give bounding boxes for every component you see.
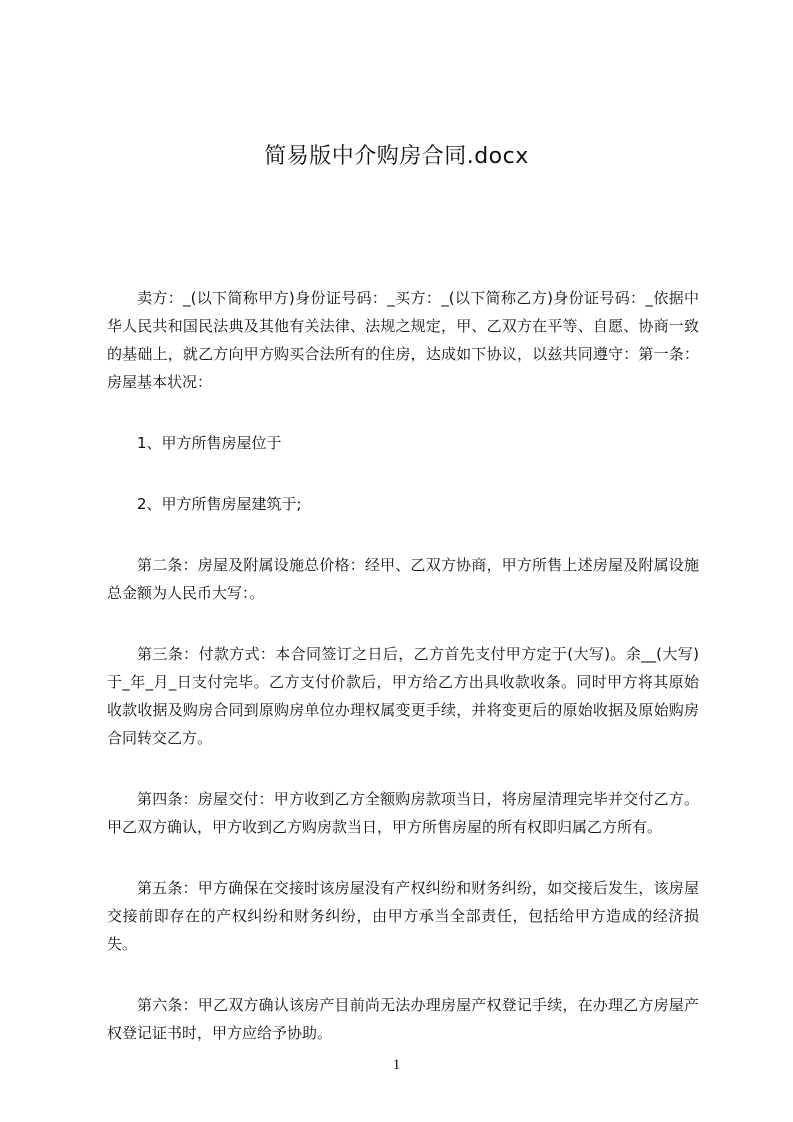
paragraph-article-6: 第六条：甲乙双方确认该房产目前尚无法办理房屋产权登记手续，在办理乙方房屋产权登记证书时，甲方应给予协助。 [107, 996, 699, 1042]
paragraph-item-1: 1、甲方所售房屋位于 [137, 434, 282, 452]
document-title: 简易版中介购房合同.docx [264, 144, 529, 169]
paragraph-article-3: 第三条：付款方式：本合同签订之日后，乙方首先支付甲方定于(大写)。余__(大写)于_年_月_日支付完毕。乙方支付价款后，甲方给乙方出具收款收条。同时甲方将其原始收款收据及购房合同到原购房单位办理权属变更手续，并将变更后的原始收据及原始购房合同转交乙方。 [107, 645, 699, 747]
paragraph-article-4: 第四条：房屋交付：甲方收到乙方全额购房款项当日，将房屋清理完毕并交付乙方。甲乙双方确认，甲方收到乙方购房款当日，甲方所售房屋的所有权即归属乙方所有。 [107, 790, 699, 836]
page-number: 1 [392, 1057, 401, 1073]
paragraph-article-5: 第五条：甲方确保在交接时该房屋没有产权纠纷和财务纠纷，如交接后发生，该房屋交接前即存在的产权纠纷和财务纠纷，由甲方承当全部责任，包括给甲方造成的经济损失。 [107, 879, 699, 953]
paragraph-item-2: 2、甲方所售房屋建筑于; [137, 495, 302, 513]
paragraph-preamble: 卖方：_(以下简称甲方)身份证号码：_买方：_(以下简称乙方)身份证号码：_依据中华人民共和国民法典及其他有关法律、法规之规定，甲、乙双方在平等、自愿、协商一致的基础上，就乙方向甲方购买合法所有的住房，达成如下协议，以兹共同遵守：第一条：房屋基本状况： [107, 289, 699, 391]
paragraph-article-2: 第二条：房屋及附属设施总价格：经甲、乙双方协商，甲方所售上述房屋及附属设施总金额为人民币大写：。 [107, 556, 699, 602]
document-body [107, 284, 699, 1080]
